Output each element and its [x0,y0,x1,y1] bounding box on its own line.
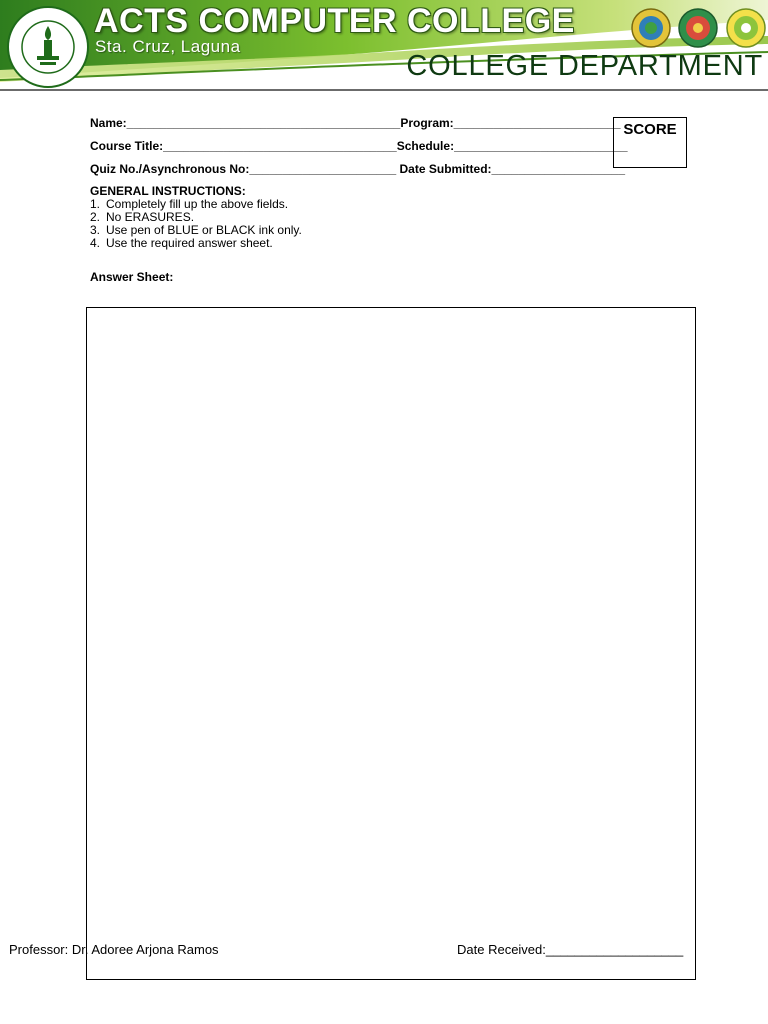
instruction-item [90,237,490,250]
schedule-field[interactable]: Schedule:__________________________ [396,139,628,153]
quiz-number-field[interactable]: Quiz No./Asynchronous No:______________________ [90,162,397,176]
college-name: ACTS COMPUTER COLLEGE [94,2,575,40]
professor-name: Professor: Dr. Adoree Arjona Ramos [9,942,219,957]
agency-seal-icon [726,8,766,48]
score-box[interactable] [613,117,687,168]
date-submitted-field[interactable]: Date Submitted:____________________ [399,162,625,176]
department-title: COLLEGE DEPARTMENT [406,50,763,82]
answer-sheet-label: Answer Sheet: [90,270,174,284]
instruction-text: Use pen of BLUE or BLACK ink only. [106,223,302,237]
instruction-text: Completely fill up the above fields. [106,197,289,211]
instruction-text: Use the required answer sheet. [106,236,273,250]
instruction-number: 3. [90,223,101,237]
instruction-number: 2. [90,210,101,224]
form-row-course-schedule [90,139,628,153]
header-divider [0,89,768,91]
program-field[interactable]: Program:_________________________ [400,116,621,130]
accreditation-seal-icon [631,8,671,48]
form-row-name-program [90,116,621,130]
score-label: SCORE [623,121,677,138]
college-header [0,0,768,92]
course-title-field[interactable]: Course Title:___________________________________ [90,139,397,153]
instruction-text: No ERASURES. [106,210,195,224]
date-received-field[interactable]: Date Received:___________________ [457,942,684,957]
instruction-number: 1. [90,197,101,211]
name-field[interactable]: Name:_________________________________________ [90,116,401,130]
college-location: Sta. Cruz, Laguna [95,37,241,56]
instructions-title: GENERAL INSTRUCTIONS: [90,184,246,198]
general-instructions [90,185,490,250]
college-logo [7,6,89,88]
form-row-quiz-date [90,162,625,176]
government-seal-icon [678,8,718,48]
instruction-number: 4. [90,236,101,250]
answer-area[interactable] [86,307,696,980]
